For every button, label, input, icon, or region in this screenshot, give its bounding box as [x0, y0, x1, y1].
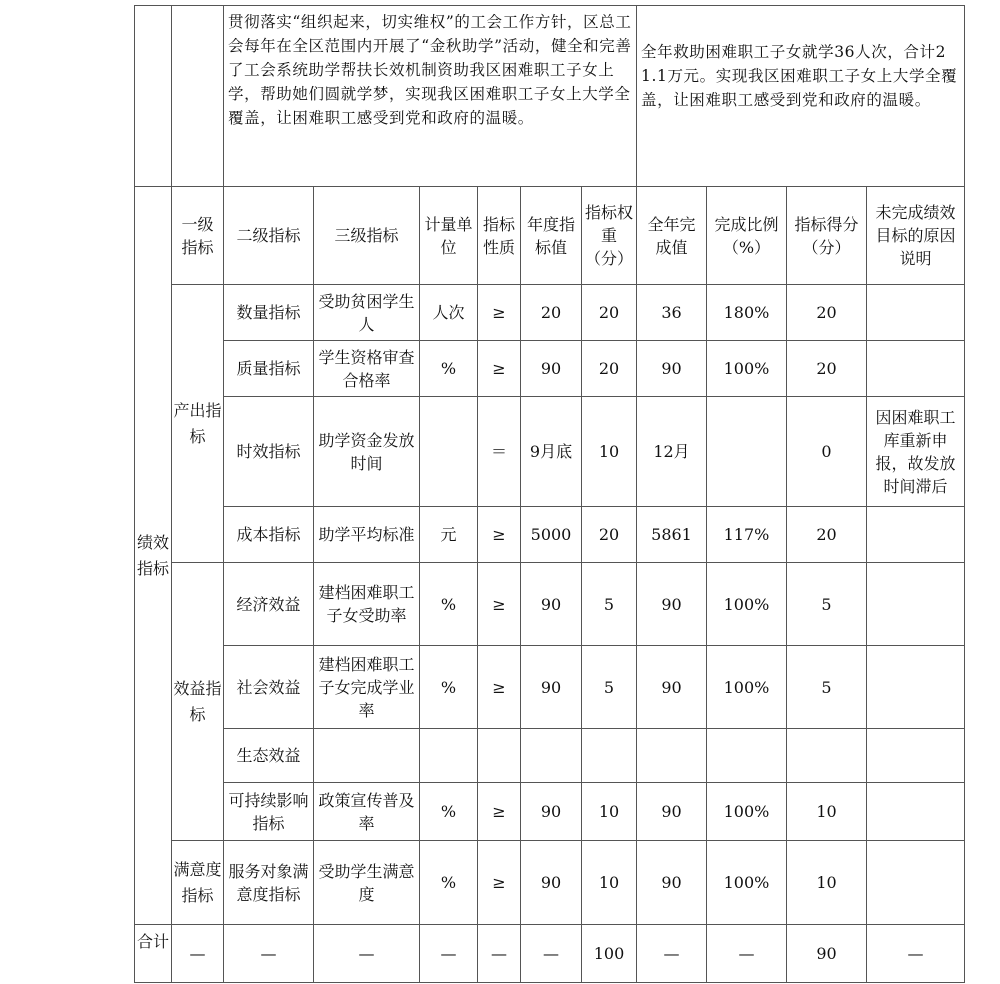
ratio-cell: [707, 729, 787, 783]
nature-cell: ≥: [478, 563, 521, 646]
score-cell: [787, 729, 867, 783]
score-cell: 10: [787, 841, 867, 925]
score-cell: 5: [787, 563, 867, 646]
ratio-cell: 100%: [707, 646, 787, 729]
nature-cell: ≥: [478, 646, 521, 729]
nature-cell: [478, 729, 521, 783]
level3-cell: 建档困难职工子女受助率: [314, 563, 420, 646]
score-cell: 20: [787, 507, 867, 563]
performance-indicators-label: 绩效指标: [135, 187, 172, 925]
level2-cell: 成本指标: [224, 507, 314, 563]
total-label: 合计: [135, 925, 172, 983]
reason-cell: [867, 646, 965, 729]
table-row: [135, 729, 965, 783]
target-cell: 20: [521, 285, 582, 341]
header-score: 指标得分（分）: [787, 187, 867, 285]
target-cell: 90: [521, 646, 582, 729]
unit-cell: [420, 397, 478, 507]
actual-cell: 90: [637, 341, 707, 397]
header-reason: 未完成绩效目标的原因说明: [867, 187, 965, 285]
level3-cell: 政策宣传普及率: [314, 783, 420, 841]
nature-cell: ≥: [478, 783, 521, 841]
level3-cell: 助学平均标准: [314, 507, 420, 563]
weight-cell: 10: [582, 783, 637, 841]
unit-cell: 人次: [420, 285, 478, 341]
score-cell: 10: [787, 783, 867, 841]
nature-cell: ≥: [478, 341, 521, 397]
annual-goal-text: 贯彻落实“组织起来，切实维权”的工会工作方针，区总工会每年在全区范围内开展了“金秋助学”活动，健全和完善了工会系统助学帮扶长效机制资助我区困难职工子女上学，帮助她们圆就学梦，实现我区困难职工子女上大学全覆盖，让困难职工感受到党和政府的温暖。: [224, 6, 637, 187]
level3-cell: 受助学生满意度: [314, 841, 420, 925]
table-row: [135, 841, 965, 925]
weight-cell: [582, 729, 637, 783]
score-cell: 20: [787, 285, 867, 341]
unit-cell: %: [420, 646, 478, 729]
weight-cell: 10: [582, 841, 637, 925]
table-row: [135, 783, 965, 841]
ratio-cell: 100%: [707, 841, 787, 925]
header-level3: 三级指标: [314, 187, 420, 285]
target-cell: 90: [521, 841, 582, 925]
level3-cell: 受助贫困学生人: [314, 285, 420, 341]
ratio-cell: 100%: [707, 563, 787, 646]
target-cell: [521, 729, 582, 783]
header-level1: 一级指标: [172, 187, 224, 285]
table-row: [135, 397, 965, 507]
ratio-cell: 100%: [707, 341, 787, 397]
weight-cell: 20: [582, 341, 637, 397]
total-cell: —: [172, 925, 224, 983]
weight-cell: 5: [582, 646, 637, 729]
header-unit: 计量单位: [420, 187, 478, 285]
category-output: 产出指标: [172, 285, 224, 563]
level2-cell: 服务对象满意度指标: [224, 841, 314, 925]
level2-cell: 数量指标: [224, 285, 314, 341]
actual-completion-text: 全年救助困难职工子女就学36人次，合计21.1万元。实现我区困难职工子女上大学全覆盖，让困难职工感受到党和政府的温暖。: [637, 6, 965, 187]
nature-cell: ≥: [478, 507, 521, 563]
level2-cell: 生态效益: [224, 729, 314, 783]
header-row: [135, 187, 965, 285]
level2-cell: 时效指标: [224, 397, 314, 507]
unit-cell: %: [420, 783, 478, 841]
actual-cell: 12月: [637, 397, 707, 507]
target-cell: 90: [521, 783, 582, 841]
target-cell: 90: [521, 341, 582, 397]
actual-cell: [637, 729, 707, 783]
total-score: 90: [787, 925, 867, 983]
level2-cell: 可持续影响指标: [224, 783, 314, 841]
target-cell: 5000: [521, 507, 582, 563]
header-weight: 指标权重（分）: [582, 187, 637, 285]
total-weight: 100: [582, 925, 637, 983]
total-cell: —: [314, 925, 420, 983]
nature-cell: ＝: [478, 397, 521, 507]
actual-cell: 5861: [637, 507, 707, 563]
score-cell: 20: [787, 341, 867, 397]
unit-cell: %: [420, 563, 478, 646]
ratio-cell: 100%: [707, 783, 787, 841]
performance-evaluation-table: [134, 5, 965, 983]
nature-cell: ≥: [478, 285, 521, 341]
level3-cell: 学生资格审查合格率: [314, 341, 420, 397]
score-cell: 0: [787, 397, 867, 507]
actual-cell: 36: [637, 285, 707, 341]
category-satisfaction: 满意度指标: [172, 841, 224, 925]
reason-cell: [867, 563, 965, 646]
unit-cell: 元: [420, 507, 478, 563]
weight-cell: 10: [582, 397, 637, 507]
header-annual-completion: 全年完成值: [637, 187, 707, 285]
level2-cell: 质量指标: [224, 341, 314, 397]
category-benefit: 效益指标: [172, 563, 224, 841]
weight-cell: 20: [582, 285, 637, 341]
total-cell: —: [637, 925, 707, 983]
header-level2: 二级指标: [224, 187, 314, 285]
ratio-cell: 117%: [707, 507, 787, 563]
ratio-cell: [707, 397, 787, 507]
actual-cell: 90: [637, 563, 707, 646]
unit-cell: [420, 729, 478, 783]
unit-cell: %: [420, 841, 478, 925]
unit-cell: %: [420, 341, 478, 397]
target-cell: 9月底: [521, 397, 582, 507]
score-cell: 5: [787, 646, 867, 729]
total-cell: —: [867, 925, 965, 983]
nature-cell: ≥: [478, 841, 521, 925]
total-cell: —: [420, 925, 478, 983]
reason-cell: [867, 507, 965, 563]
total-cell: —: [521, 925, 582, 983]
header-completion-ratio: 完成比例（%）: [707, 187, 787, 285]
ratio-cell: 180%: [707, 285, 787, 341]
level3-cell: 建档困难职工子女完成学业率: [314, 646, 420, 729]
total-row: [135, 925, 965, 983]
level3-cell: 助学资金发放时间: [314, 397, 420, 507]
actual-cell: 90: [637, 646, 707, 729]
level2-cell: 社会效益: [224, 646, 314, 729]
table-row: [135, 341, 965, 397]
goal-row-blank: [135, 6, 172, 187]
level3-cell: [314, 729, 420, 783]
total-cell: —: [707, 925, 787, 983]
reason-cell: [867, 783, 965, 841]
table-row: [135, 507, 965, 563]
weight-cell: 5: [582, 563, 637, 646]
reason-cell: 因困难职工库重新申报，故发放时间滞后: [867, 397, 965, 507]
reason-cell: [867, 285, 965, 341]
goal-row: [135, 6, 965, 187]
header-nature: 指标性质: [478, 187, 521, 285]
table-row: [135, 563, 965, 646]
reason-cell: [867, 729, 965, 783]
goal-row-blank: [172, 6, 224, 187]
weight-cell: 20: [582, 507, 637, 563]
reason-cell: [867, 841, 965, 925]
header-annual-target: 年度指标值: [521, 187, 582, 285]
level2-cell: 经济效益: [224, 563, 314, 646]
reason-cell: [867, 341, 965, 397]
table-row: [135, 285, 965, 341]
actual-cell: 90: [637, 841, 707, 925]
total-cell: —: [478, 925, 521, 983]
actual-cell: 90: [637, 783, 707, 841]
table-row: [135, 646, 965, 729]
total-cell: —: [224, 925, 314, 983]
target-cell: 90: [521, 563, 582, 646]
